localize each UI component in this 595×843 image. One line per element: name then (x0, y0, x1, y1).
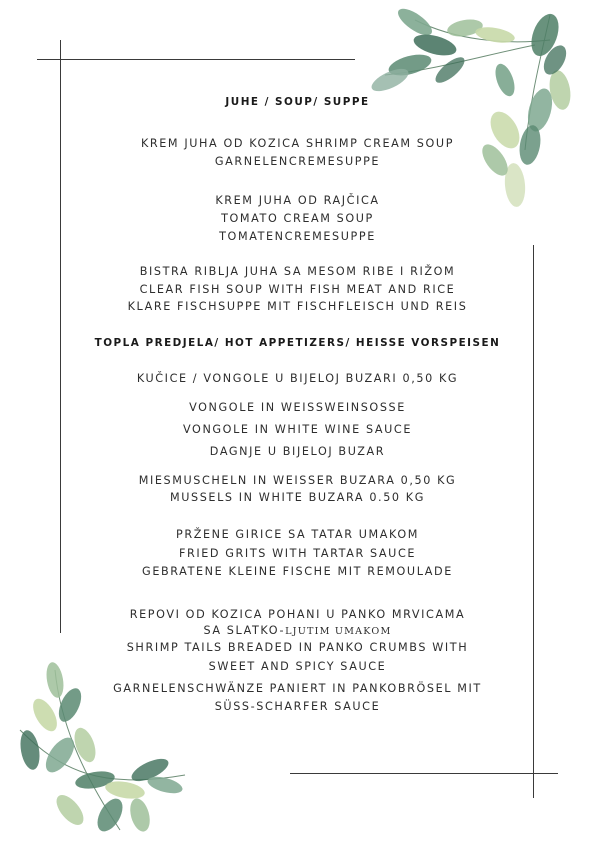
menu-item-line: CLEAR FISH SOUP WITH FISH MEAT AND RICE (139, 283, 456, 296)
menu-item-line: KLARE FISCHSUPPE MIT FISCHFLEISCH UND REIS (127, 300, 468, 313)
menu-item-line: SHRIMP TAILS BREADED IN PANKO CRUMBS WITH (126, 641, 469, 654)
menu-item-line: GEBRATENE KLEINE FISCHE MIT REMOULADE (142, 565, 453, 578)
menu-item-line: VONGOLE IN WHITE WINE SAUCE (182, 423, 412, 436)
frame-line-right (533, 245, 534, 798)
menu-item-line: GARNELENSCHWÄNZE PANIERT IN PANKOBRÖSEL MIT (113, 682, 482, 695)
menu-item-line: SÜSS-SCHARFER SAUCE (214, 700, 381, 713)
menu-item-line: VONGOLE IN WEISSWEINSOSSE (189, 401, 406, 414)
menu-item-line: GARNELENCREMESUPPE (214, 155, 381, 168)
frame-line-bottom (290, 773, 558, 774)
menu-item-line: TOMATENCREMESUPPE (219, 230, 376, 243)
menu-item-line (60, 624, 535, 637)
menu-item-line: PRŽENE GIRICE SA TATAR UMAKOM (175, 528, 419, 541)
menu-item-line: SWEET AND SPICY SAUCE (208, 660, 387, 673)
menu-item-line: KREM JUHA OD RAJČICA (215, 194, 380, 207)
menu-item-line: KREM JUHA OD KOZICA SHRIMP CREAM SOUP (140, 137, 455, 150)
frame-line-top (37, 59, 355, 60)
menu-item-line: DAGNJE U BIJELOJ BUZAR (209, 445, 386, 458)
leaf-decoration-top-right (355, 0, 595, 225)
menu-item-line-part: LJUTIM UMAKOM (285, 626, 392, 637)
menu-item-line-part: SA SLATKO- (203, 624, 286, 637)
menu-item-line: REPOVI OD KOZICA POHANI U PANKO MRVICAMA (129, 608, 466, 621)
menu-item-line: MIESMUSCHELN IN WEISSER BUZARA 0,50 KG (138, 474, 457, 487)
section-heading-soups: JUHE / SOUP/ SUPPE (225, 96, 370, 108)
menu-item-line: FRIED GRITS WITH TARTAR SAUCE (178, 547, 417, 560)
section-heading-hot-appetizers: TOPLA PREDJELA/ HOT APPETIZERS/ HEISSE VORSPEISEN (94, 337, 501, 349)
menu-item-line: KUČICE / VONGOLE U BIJELOJ BUZARI 0,50 KG (136, 372, 459, 385)
menu-item-line: BISTRA RIBLJA JUHA SA MESOM RIBE I RIŽOM (139, 265, 456, 278)
menu-item-line: MUSSELS IN WHITE BUZARA 0.50 KG (169, 491, 426, 504)
menu-item-line: TOMATO CREAM SOUP (221, 212, 374, 225)
